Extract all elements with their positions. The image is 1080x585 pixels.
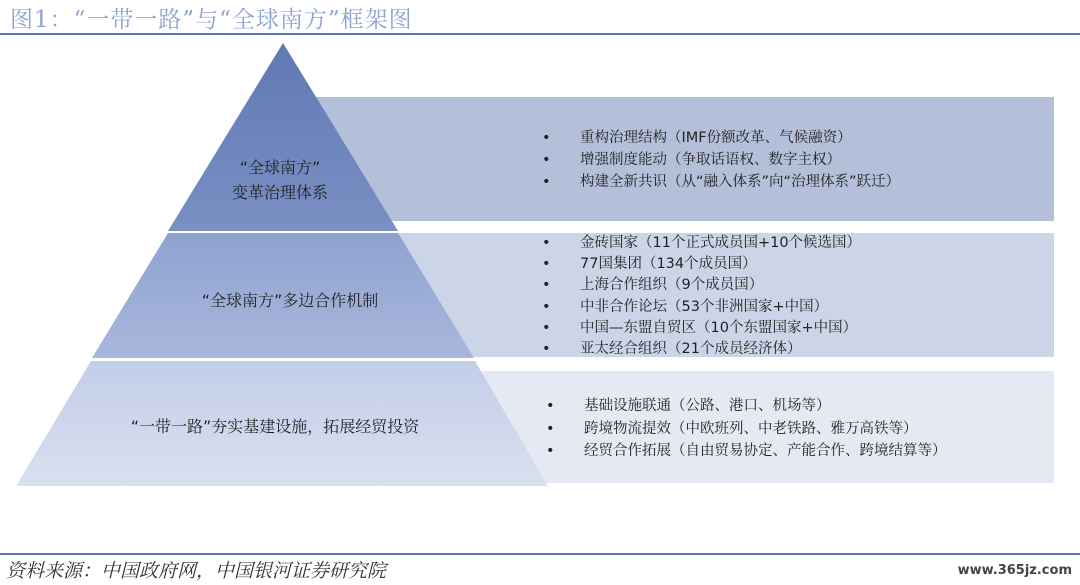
tier3-point: • 跨境物流提效（中欧班列、中老铁路、雅万高铁等）	[546, 418, 947, 441]
tier2-point: • 上海合作组织（9个成员国）	[542, 275, 861, 296]
tier2-point: • 中国—东盟自贸区（10个东盟国家+中国）	[542, 318, 861, 339]
source-divider	[0, 553, 1080, 555]
tier1-label	[190, 155, 370, 205]
tier1-label-line2: 变革治理体系	[231, 183, 328, 202]
tier2-point: • 中非合作论坛（53个非洲国家+中国）	[542, 297, 861, 318]
tier3-point: • 经贸合作拓展（自由贸易协定、产能合作、跨境结算等）	[546, 440, 947, 463]
tier1-points	[542, 127, 900, 193]
source-note: 资料来源：中国政府网，中国银河证券研究院	[6, 560, 387, 582]
tier2-label: “全球南方”多边合作机制	[201, 291, 379, 310]
tier2-point: • 亚太经合组织（21个成员经济体）	[542, 339, 861, 360]
tier3-point: • 基础设施联通（公路、港口、机场等）	[546, 395, 947, 418]
tier3-label: “一带一路”夯实基建设施，拓展经贸投资	[130, 417, 420, 436]
tier2-point: • 77国集团（134个成员国）	[542, 254, 861, 275]
tier1-point: • 增强制度能动（争取话语权、数字主权）	[542, 149, 900, 171]
figure-title: 图1：“一带一路”与“全球南方”框架图	[10, 7, 413, 33]
tier1-label-line1: “全球南方”	[239, 158, 321, 177]
tier1-point: • 构建全新共识（从“融入体系”向“治理体系”跃迁）	[542, 171, 900, 193]
watermark: www.365jz.com	[957, 563, 1072, 578]
tier1-point: • 重构治理结构（IMF份额改革、气候融资）	[542, 127, 900, 149]
tier3-points	[546, 395, 947, 463]
tier2-points	[542, 233, 861, 360]
tier2-point: • 金砖国家（11个正式成员国+10个候选国）	[542, 233, 861, 254]
